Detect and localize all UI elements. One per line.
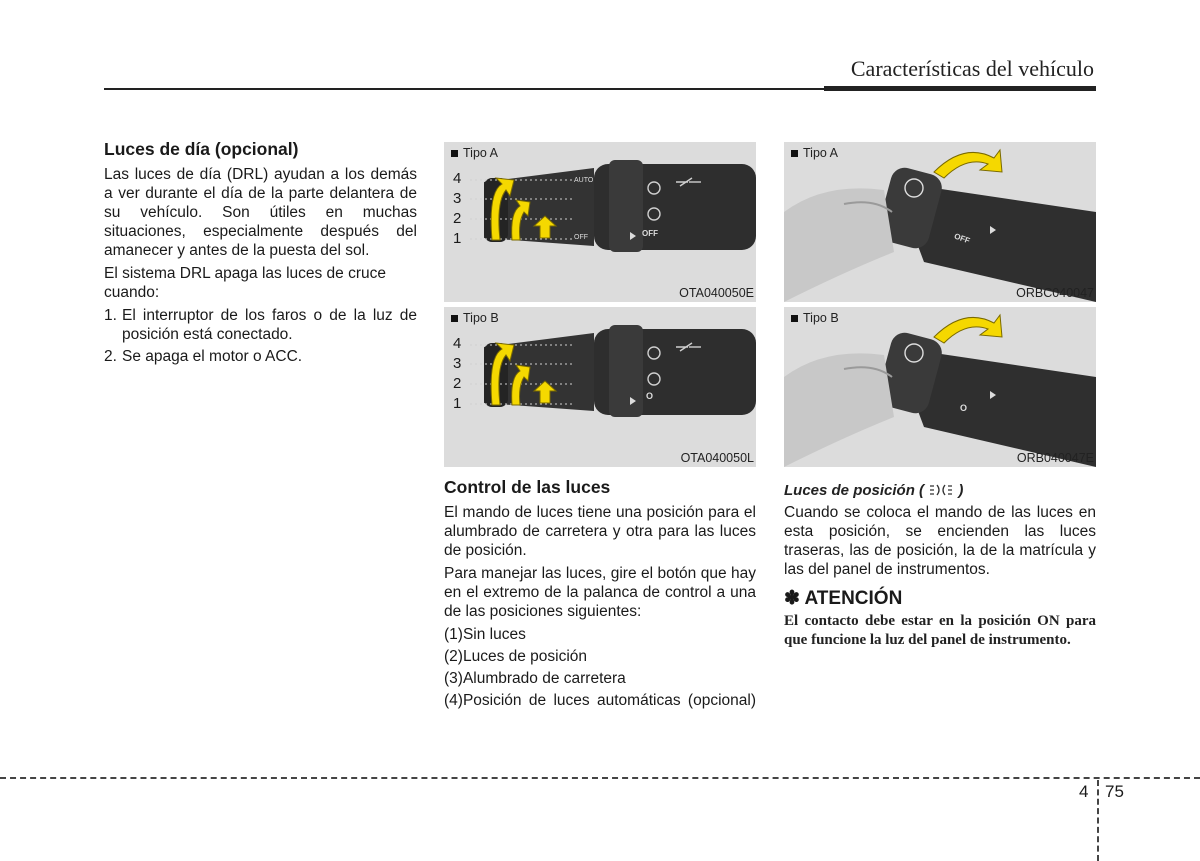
list-item-number: (1) — [444, 626, 463, 643]
caution-title: ✽ ATENCIÓN — [784, 588, 903, 609]
drl-conditions-list — [104, 306, 417, 366]
list-item-text: Luces de posición — [462, 648, 588, 665]
position-lights-title: Luces de posición ( ) — [784, 482, 964, 499]
position-number-3: 3 — [453, 355, 462, 372]
footer-vertical-divider — [1097, 780, 1099, 861]
header-rule-accent — [824, 86, 1096, 91]
switch-label-off-collar: OFF — [642, 229, 658, 238]
position-number-4: 4 — [453, 335, 462, 352]
caution-text: El contacto debe estar en la posición ON para que funcione la luz del panel de instrumento. — [784, 613, 1096, 648]
list-item — [444, 647, 756, 666]
figure-label: Tipo B — [791, 311, 839, 325]
figure-label: Tipo B — [451, 311, 499, 325]
control-heading: Control de las luces — [444, 477, 611, 497]
figure-type-a-hand — [784, 142, 1096, 302]
list-item — [444, 625, 756, 644]
figure-type-b-hand — [784, 307, 1096, 467]
figure-type-b-stalk — [444, 307, 756, 467]
switch-label-o: O — [646, 391, 654, 401]
stalk-diagram — [444, 142, 756, 302]
figure-label: Tipo A — [791, 146, 838, 160]
drl-paragraph-2: El sistema DRL apaga las luces de cruce cuando: — [104, 265, 387, 301]
figure-label: Tipo A — [451, 146, 498, 160]
list-item — [104, 347, 417, 366]
list-item-number: 2. — [104, 348, 117, 365]
hand-turning-stalk — [784, 307, 1096, 467]
control-section — [444, 478, 756, 713]
list-item-text: Se apaga el motor o ACC. — [122, 348, 303, 365]
page-header-title: Características del vehículo — [850, 56, 1094, 81]
switch-label-off: OFF — [574, 234, 588, 241]
position-number-2: 2 — [453, 210, 462, 227]
position-lights-icon — [928, 483, 954, 497]
position-number-3: 3 — [453, 190, 462, 207]
list-item-number: (4) — [444, 692, 463, 709]
figure-code: OTA040050L — [680, 451, 754, 465]
position-lights-section — [784, 481, 1096, 650]
list-item-number: (3) — [444, 670, 463, 687]
footer-divider — [0, 777, 1200, 779]
control-paragraph-1: El mando de luces tiene una posición para el alumbrado de carretera y otra para las luces de posición. — [444, 504, 756, 559]
position-number-2: 2 — [453, 375, 462, 392]
list-item-text: Alumbrado de carretera — [462, 670, 626, 687]
switch-label-o: O — [960, 403, 968, 413]
figure-code: ORBC040047 — [1016, 286, 1094, 300]
position-number-1: 1 — [453, 395, 462, 412]
stalk-diagram — [444, 307, 756, 467]
list-item-number: (2) — [444, 648, 463, 665]
control-paragraph-2: Para manejar las luces, gire el botón que hay en el extremo de la palanca de control a una de las posiciones siguientes: — [444, 565, 756, 620]
list-item-number: 1. — [104, 307, 117, 324]
switch-label-auto: AUTO — [574, 177, 594, 184]
list-item-text: Posición de luces automáticas (opcional) — [462, 692, 756, 709]
drl-paragraph-1: Las luces de día (DRL) ayudan a los demás a ver durante el día de la parte delantera de su vehículo. Son útiles en muchas situaciones, especialmente después del amanecer y antes de la puesta del sol. — [104, 166, 417, 259]
position-lights-text: Cuando se coloca el mando de las luces en esta posición, se encienden las luces traseras, las de posición, la de la matrícula y las del panel de instrumentos. — [784, 504, 1096, 578]
hand-turning-stalk — [784, 142, 1096, 302]
figure-code: OTA040050E — [679, 286, 754, 300]
list-item — [104, 306, 417, 344]
position-number-4: 4 — [453, 170, 462, 187]
list-item — [444, 669, 756, 688]
drl-heading: Luces de día (opcional) — [104, 139, 299, 159]
drl-section — [104, 140, 417, 369]
figure-type-a-stalk — [444, 142, 756, 302]
list-item — [444, 691, 756, 710]
control-positions-list — [444, 625, 756, 710]
position-number-1: 1 — [453, 230, 462, 247]
chapter-number: 4 — [1079, 782, 1089, 801]
figure-code: ORB040047E — [1016, 451, 1094, 465]
list-item-text: El interruptor de los faros o de la luz de posición está conectado. — [122, 307, 417, 343]
page-number: 75 — [1105, 782, 1124, 801]
switch-label-off: OFF — [952, 231, 972, 246]
list-item-text: Sin luces — [462, 626, 526, 643]
